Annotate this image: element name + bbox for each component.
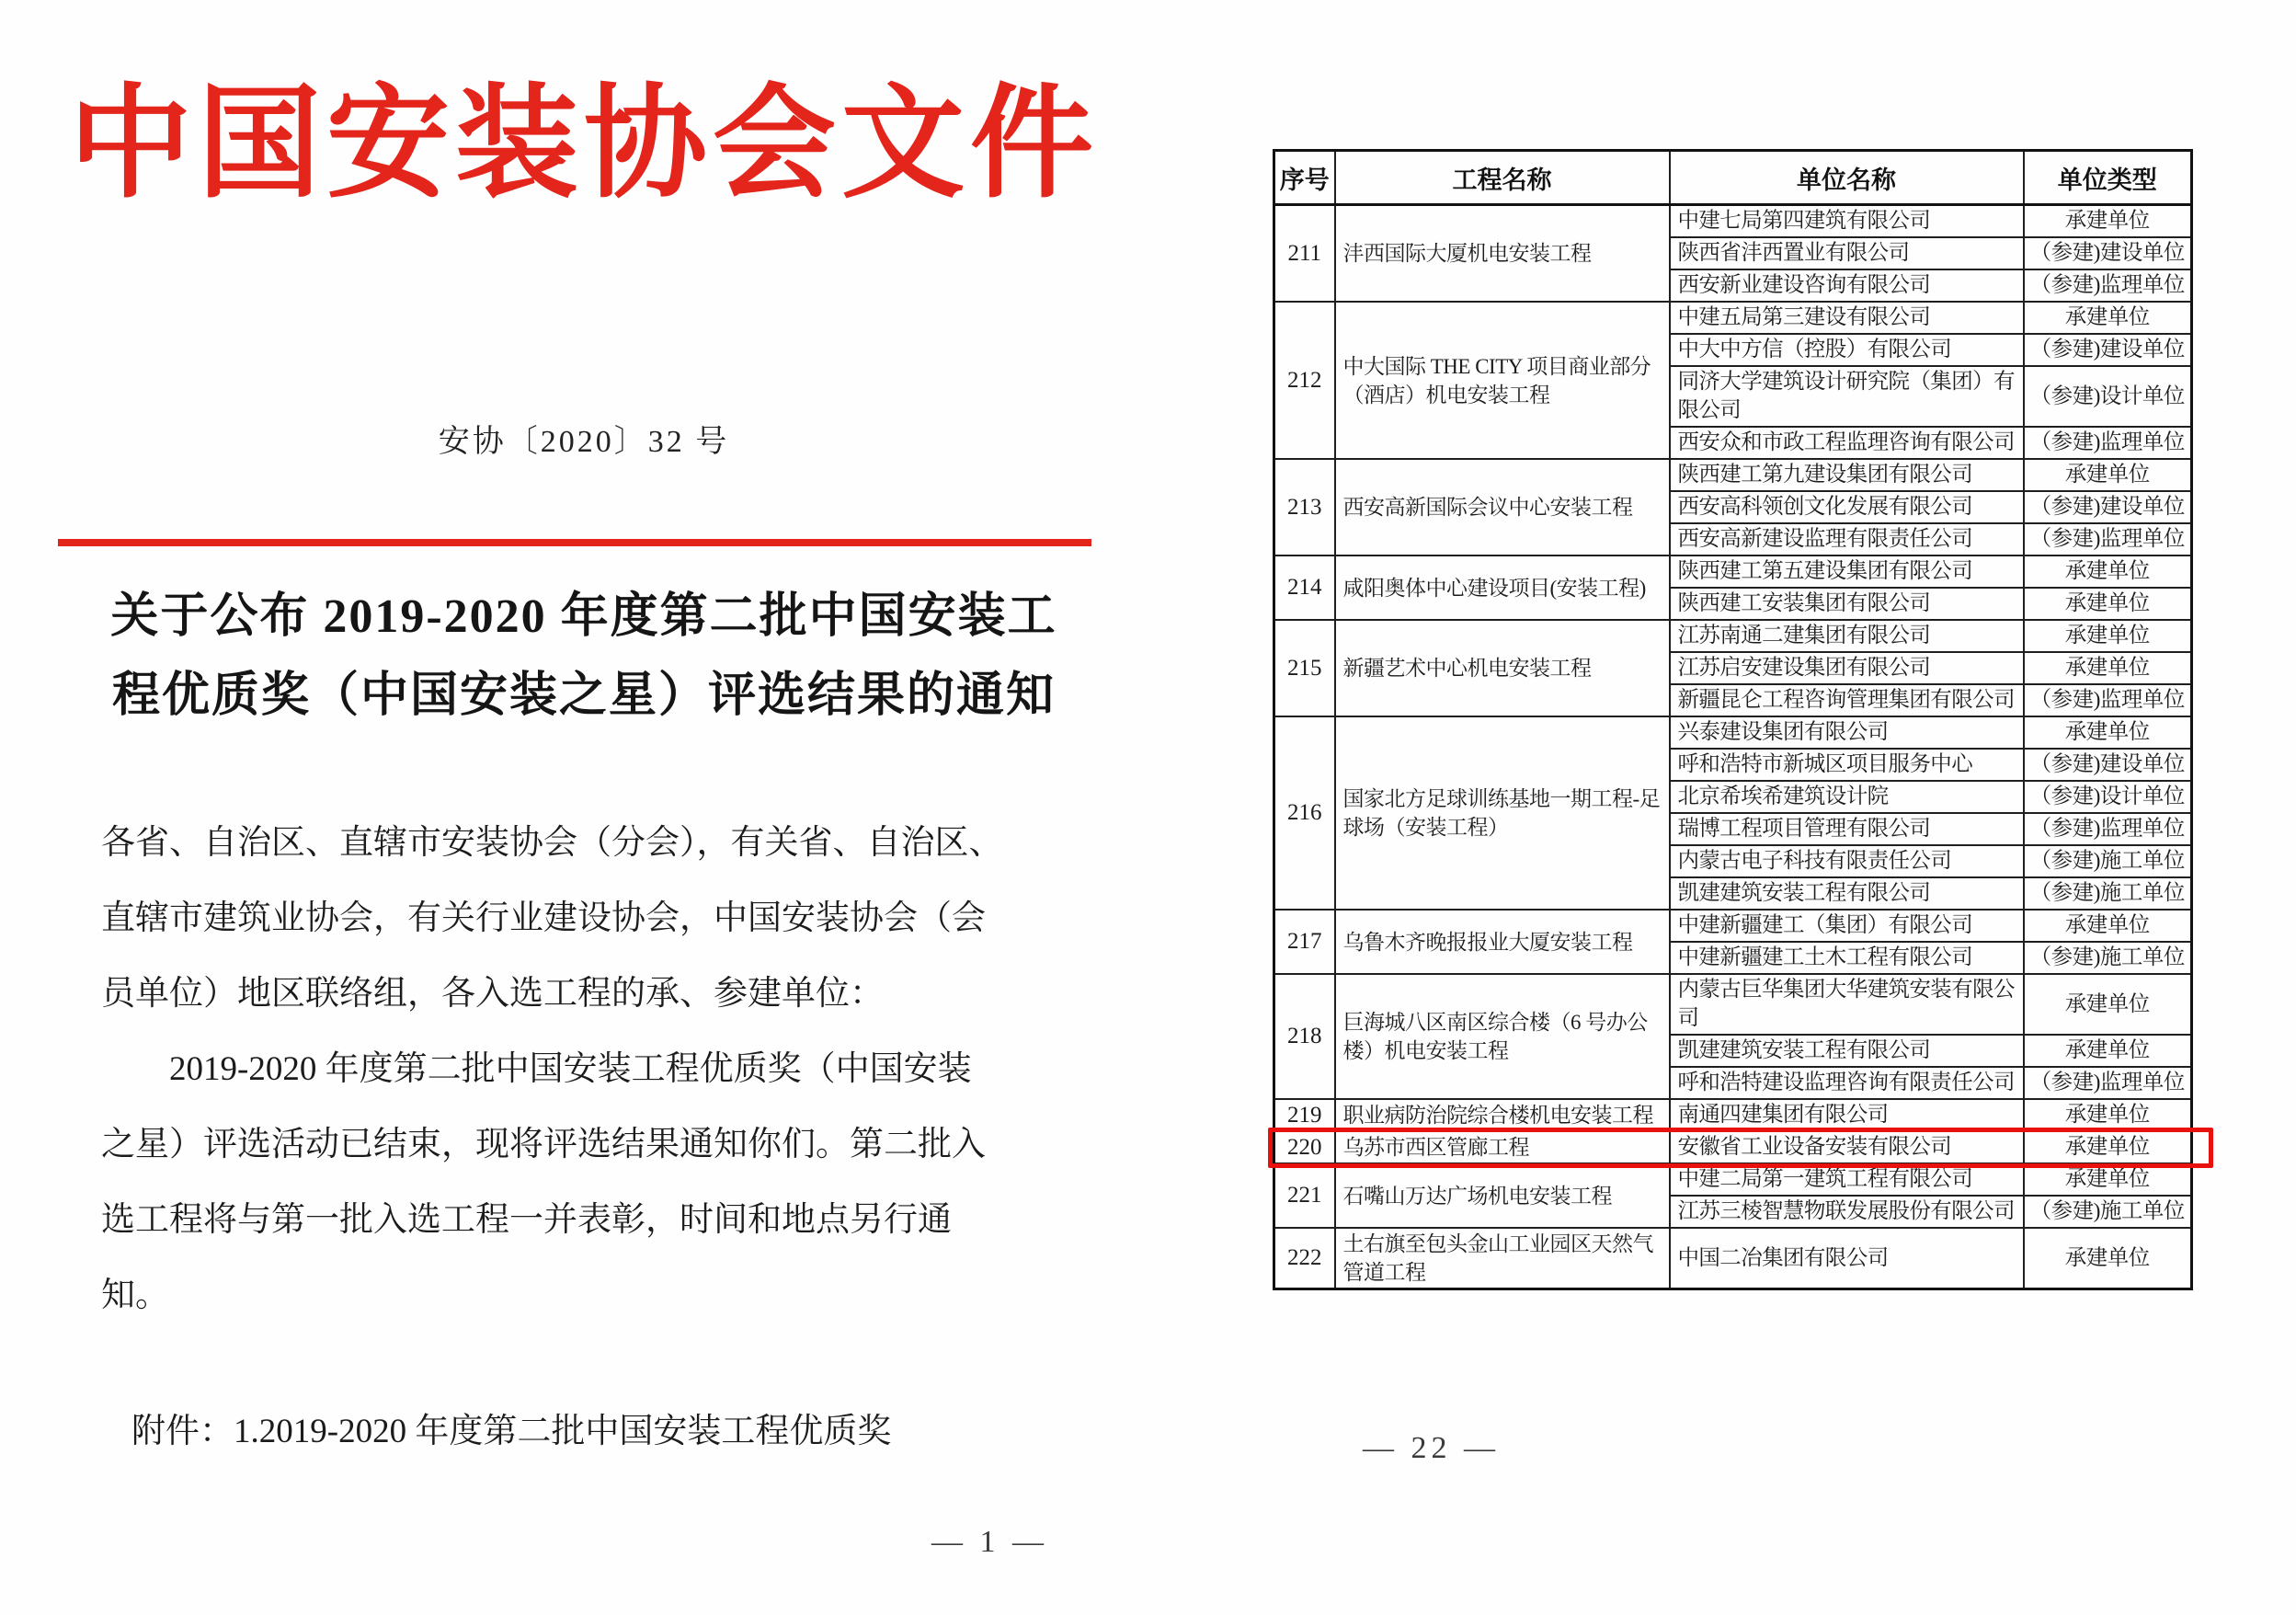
type-cell: （参建)建设单位: [2024, 334, 2192, 366]
seq-cell: 217: [1274, 910, 1335, 974]
unit-cell: 中大中方信（控股）有限公司: [1670, 334, 2024, 366]
type-cell: （参建)监理单位: [2024, 813, 2192, 845]
notice-heading-line-2: 程优质奖（中国安装之星）评选结果的通知: [111, 670, 1056, 722]
type-cell: （参建)建设单位: [2024, 749, 2192, 781]
type-cell: 承建单位: [2024, 1099, 2192, 1131]
seq-cell: 221: [1274, 1163, 1335, 1228]
notice-body-line: 直辖市建筑业协会，有关行业建设协会，中国安装协会（会: [101, 899, 986, 937]
unit-cell: 中建新疆建工土木工程有限公司: [1670, 942, 2024, 974]
unit-cell: 陕西建工安装集团有限公司: [1670, 588, 2024, 620]
seq-cell: 216: [1274, 716, 1335, 910]
header-unit: 单位名称: [1670, 151, 2024, 205]
notice-body-line: 知。: [101, 1277, 169, 1314]
unit-cell: 中建新疆建工（集团）有限公司: [1670, 910, 2024, 942]
project-cell: 国家北方足球训练基地一期工程-足球场（安装工程）: [1335, 716, 1670, 910]
unit-cell: 凯建建筑安装工程有限公司: [1670, 1035, 2024, 1067]
unit-cell: 江苏启安建设集团有限公司: [1670, 652, 2024, 684]
project-cell: 巨海城八区南区综合楼（6 号办公楼）机电安装工程: [1335, 974, 1670, 1099]
notice-body: [101, 806, 1013, 1334]
seq-cell: 212: [1274, 302, 1335, 459]
unit-cell: 瑞博工程项目管理有限公司: [1670, 813, 2024, 845]
unit-cell: 中建二局第一建筑工程有限公司: [1670, 1163, 2024, 1196]
type-cell: 承建单位: [2024, 588, 2192, 620]
unit-cell: 南通四建集团有限公司: [1670, 1099, 2024, 1131]
unit-cell: 呼和浩特建设监理咨询有限责任公司: [1670, 1067, 2024, 1099]
type-cell: 承建单位: [2024, 1228, 2192, 1289]
type-cell: 承建单位: [2024, 716, 2192, 749]
unit-cell: 江苏三棱智慧物联发展股份有限公司: [1670, 1196, 2024, 1228]
table-header-row: [1274, 151, 2192, 205]
project-cell: 职业病防治院综合楼机电安装工程: [1335, 1099, 1670, 1131]
seq-cell: 213: [1274, 459, 1335, 556]
attachment-line: 附件：1.2019-2020 年度第二批中国安装工程优质奖: [131, 1413, 892, 1450]
type-cell: 承建单位: [2024, 910, 2192, 942]
unit-cell: 陕西省沣西置业有限公司: [1670, 237, 2024, 269]
header-seq: 序号: [1274, 151, 1335, 205]
document-number: 安协〔2020〕32 号: [438, 425, 730, 459]
type-cell: （参建)建设单位: [2024, 491, 2192, 523]
type-cell: （参建)施工单位: [2024, 1196, 2192, 1228]
project-cell: 新疆艺术中心机电安装工程: [1335, 620, 1670, 716]
type-cell: （参建)设计单位: [2024, 366, 2192, 427]
notice-heading-line-1: 关于公布 2019-2020 年度第二批中国安装工: [110, 590, 1057, 643]
notice-body-line: 各省、自治区、直辖市安装协会（分会），有关省、自治区、: [101, 824, 1003, 862]
type-cell: （参建)设计单位: [2024, 781, 2192, 813]
table-row: [1274, 302, 2192, 334]
type-cell: （参建)监理单位: [2024, 684, 2192, 716]
seq-cell: 220: [1274, 1131, 1335, 1163]
unit-cell: 中建七局第四建筑有限公司: [1670, 205, 2024, 238]
project-cell: 石嘴山万达广场机电安装工程: [1335, 1163, 1670, 1228]
table-row: [1274, 1131, 2192, 1163]
unit-cell: 安徽省工业设备安装有限公司: [1670, 1131, 2024, 1163]
project-cell: 沣西国际大厦机电安装工程: [1335, 205, 1670, 303]
unit-cell: 兴泰建设集团有限公司: [1670, 716, 2024, 749]
unit-cell: 中建五局第三建设有限公司: [1670, 302, 2024, 334]
type-cell: 承建单位: [2024, 1035, 2192, 1067]
unit-cell: 中国二冶集团有限公司: [1670, 1228, 2024, 1289]
project-cell: 西安高新国际会议中心安装工程: [1335, 459, 1670, 556]
type-cell: （参建)施工单位: [2024, 877, 2192, 910]
seq-cell: 222: [1274, 1228, 1335, 1289]
seq-cell: 219: [1274, 1099, 1335, 1131]
awards-table-wrap: [1273, 149, 2193, 1290]
unit-cell: 内蒙古巨华集团大华建筑安装有限公司: [1670, 974, 2024, 1035]
project-cell: 咸阳奥体中心建设项目(安装工程): [1335, 556, 1670, 620]
type-cell: 承建单位: [2024, 205, 2192, 238]
table-row: [1274, 556, 2192, 588]
notice-body-line: 选工程将与第一批入选工程一并表彰，时间和地点另行通: [101, 1201, 952, 1239]
type-cell: 承建单位: [2024, 620, 2192, 652]
type-cell: 承建单位: [2024, 556, 2192, 588]
type-cell: （参建)建设单位: [2024, 237, 2192, 269]
unit-cell: 内蒙古电子科技有限责任公司: [1670, 845, 2024, 877]
page-number-22: — 22 —: [1363, 1431, 1500, 1465]
awards-table: [1273, 149, 2193, 1290]
notice-body-line: 2019-2020 年度第二批中国安装工程优质奖（中国安装: [169, 1050, 972, 1088]
type-cell: （参建)监理单位: [2024, 1067, 2192, 1099]
table-row: [1274, 620, 2192, 652]
type-cell: （参建)监理单位: [2024, 269, 2192, 302]
project-cell: 中大国际 THE CITY 项目商业部分（酒店）机电安装工程: [1335, 302, 1670, 459]
type-cell: 承建单位: [2024, 974, 2192, 1035]
unit-cell: 北京希埃希建筑设计院: [1670, 781, 2024, 813]
red-header-title: 中国安装协会文件: [68, 76, 1099, 212]
type-cell: 承建单位: [2024, 302, 2192, 334]
unit-cell: 呼和浩特市新城区项目服务中心: [1670, 749, 2024, 781]
type-cell: （参建)监理单位: [2024, 523, 2192, 556]
unit-cell: 西安新业建设咨询有限公司: [1670, 269, 2024, 302]
unit-cell: 西安高科领创文化发展有限公司: [1670, 491, 2024, 523]
table-row: [1274, 974, 2192, 1035]
awards-table-body: [1274, 205, 2192, 1289]
table-row: [1274, 1099, 2192, 1131]
seq-cell: 214: [1274, 556, 1335, 620]
notice-body-line: 之星）评选活动已结束，现将评选结果通知你们。第二批入: [101, 1126, 986, 1163]
unit-cell: 西安高新建设监理有限责任公司: [1670, 523, 2024, 556]
page-number-1: — 1 —: [931, 1525, 1048, 1559]
project-cell: 土右旗至包头金山工业园区天然气管道工程: [1335, 1228, 1670, 1289]
type-cell: 承建单位: [2024, 652, 2192, 684]
unit-cell: 陕西建工第五建设集团有限公司: [1670, 556, 2024, 588]
table-row: [1274, 1163, 2192, 1196]
table-row: [1274, 1228, 2192, 1289]
table-row: [1274, 716, 2192, 749]
table-row: [1274, 459, 2192, 491]
header-unit-type: 单位类型: [2024, 151, 2192, 205]
seq-cell: 215: [1274, 620, 1335, 716]
notice-body-line: 员单位）地区联络组，各入选工程的承、参建单位：: [101, 975, 884, 1013]
type-cell: 承建单位: [2024, 459, 2192, 491]
unit-cell: 陕西建工第九建设集团有限公司: [1670, 459, 2024, 491]
type-cell: （参建)监理单位: [2024, 427, 2192, 459]
notice-heading: [60, 578, 1108, 736]
unit-cell: 新疆昆仑工程咨询管理集团有限公司: [1670, 684, 2024, 716]
project-cell: 乌苏市西区管廊工程: [1335, 1131, 1670, 1163]
table-row: [1274, 205, 2192, 238]
type-cell: （参建)施工单位: [2024, 942, 2192, 974]
notice-page: [60, 74, 1108, 1600]
unit-cell: 凯建建筑安装工程有限公司: [1670, 877, 2024, 910]
table-row: [1274, 910, 2192, 942]
project-cell: 乌鲁木齐晚报报业大厦安装工程: [1335, 910, 1670, 974]
type-cell: 承建单位: [2024, 1163, 2192, 1196]
red-divider-rule: [58, 539, 1091, 546]
unit-cell: 同济大学建筑设计研究院（集团）有限公司: [1670, 366, 2024, 427]
type-cell: （参建)施工单位: [2024, 845, 2192, 877]
seq-cell: 211: [1274, 205, 1335, 303]
unit-cell: 江苏南通二建集团有限公司: [1670, 620, 2024, 652]
type-cell: 承建单位: [2024, 1131, 2192, 1163]
seq-cell: 218: [1274, 974, 1335, 1099]
unit-cell: 西安众和市政工程监理咨询有限公司: [1670, 427, 2024, 459]
header-project: 工程名称: [1335, 151, 1670, 205]
